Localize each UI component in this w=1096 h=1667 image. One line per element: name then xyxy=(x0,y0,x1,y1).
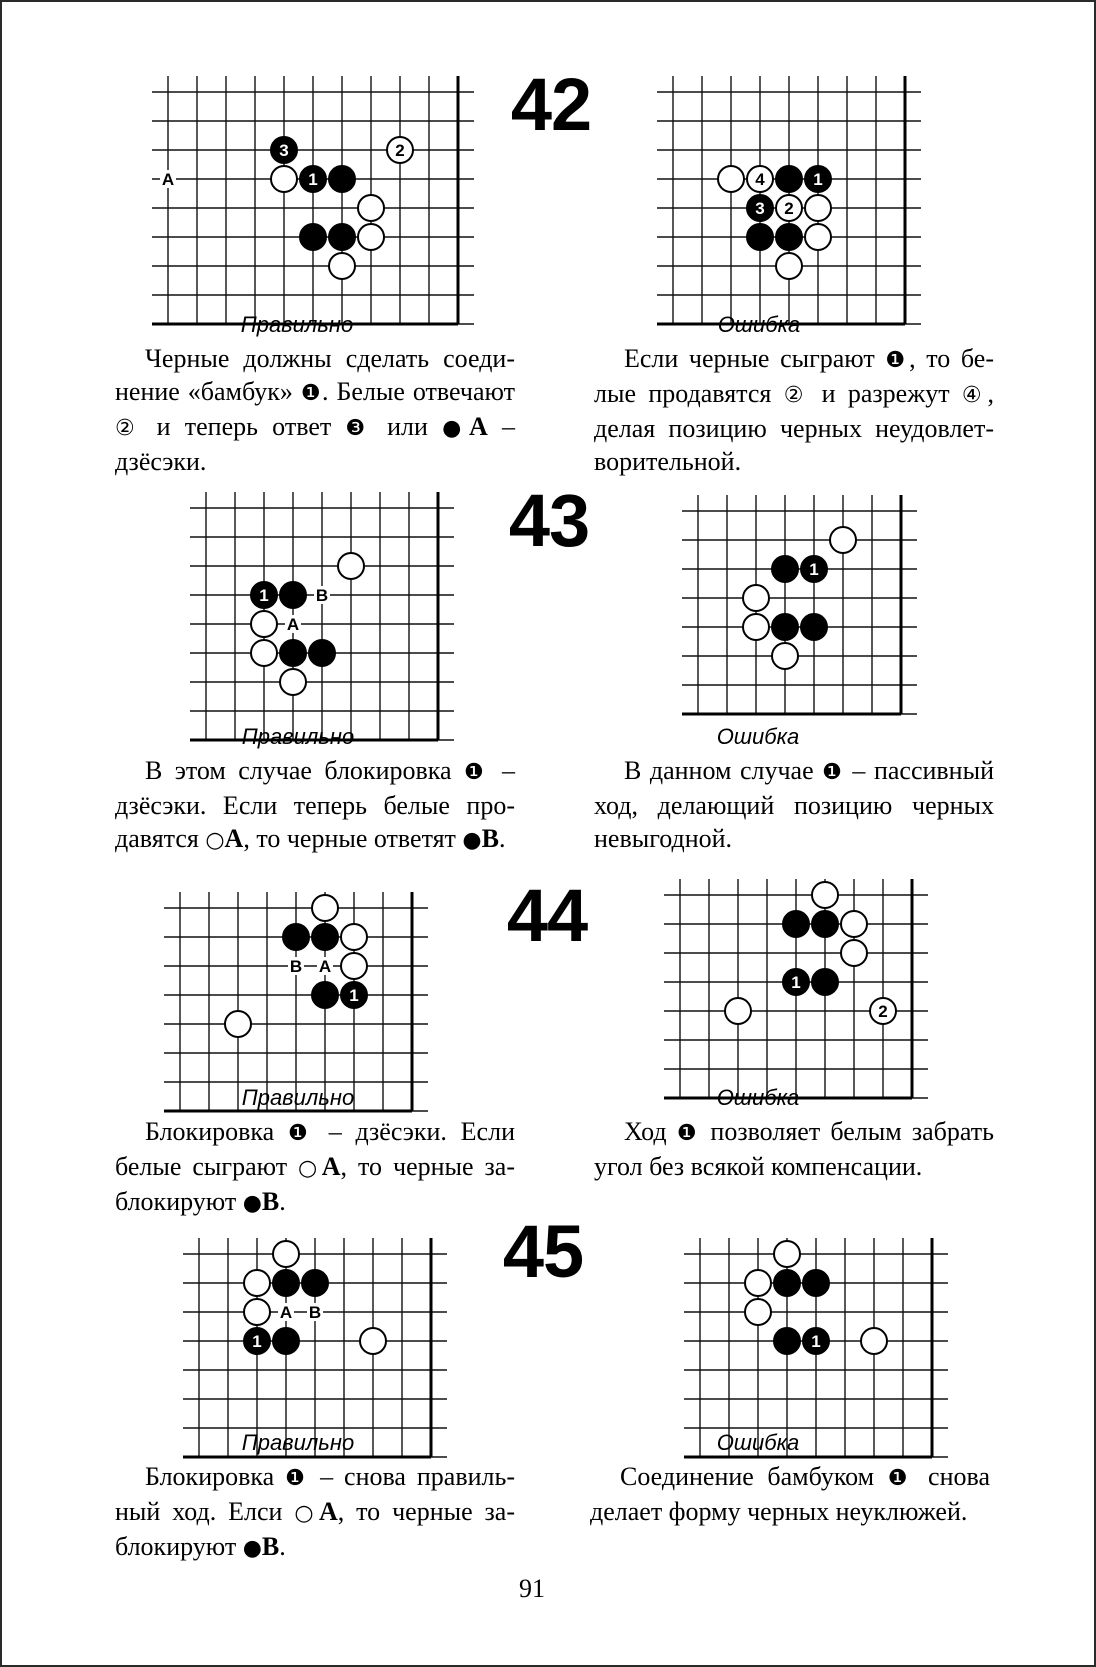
point-letter: A xyxy=(469,412,488,441)
caption-45-correct xyxy=(115,1460,515,1565)
point-letter: B xyxy=(481,824,499,853)
go-board-43-correct xyxy=(190,492,454,756)
stone-symbol: ● xyxy=(242,1191,262,1216)
caption-43-correct xyxy=(115,754,515,857)
white-stone xyxy=(312,895,338,921)
black-stone xyxy=(783,911,809,937)
label-correct-44: Правильно xyxy=(241,1085,355,1110)
label-wrong-45: Ошибка xyxy=(716,1430,800,1455)
caption-line: ② и теперь ответ ❸ или ●A – xyxy=(115,412,515,441)
stone-move-number: 3 xyxy=(279,141,289,160)
stone-symbol: ● xyxy=(242,1536,262,1561)
caption-line: Черные должны сделать соеди- xyxy=(145,344,515,373)
problem-number-43: 43 xyxy=(508,479,590,562)
caption-line: Соединение бамбуком ❶ снова xyxy=(620,1462,990,1491)
stone-move-number: 2 xyxy=(395,141,405,160)
black-stone xyxy=(329,224,355,250)
caption-line: делая позицию черных неудовлет- xyxy=(594,414,994,443)
black-stone xyxy=(801,614,827,640)
black-stone xyxy=(329,166,355,192)
stone-symbol: ④ xyxy=(961,383,988,408)
caption-44-correct xyxy=(115,1115,515,1220)
white-stone xyxy=(244,1299,270,1325)
label-wrong-42: Ошибка xyxy=(717,312,801,337)
white-stone xyxy=(774,1241,800,1267)
page-number: 91 xyxy=(519,1574,545,1603)
black-stone xyxy=(812,911,838,937)
caption-line: давятся ○A, то черные ответят ●B. xyxy=(115,824,506,853)
stone-move-number: 1 xyxy=(809,560,819,579)
caption-line: делает форму черных неуклюжей. xyxy=(590,1497,968,1526)
white-stone xyxy=(718,166,744,192)
stone-symbol: ❶ xyxy=(463,760,490,785)
caption-line: ход, делающий позицию черных xyxy=(594,791,994,820)
white-stone xyxy=(244,1270,270,1296)
point-label: A xyxy=(286,615,300,634)
stone-symbol: ○ xyxy=(205,828,225,853)
go-diagram-42-wrong xyxy=(657,76,921,340)
caption-line: Блокировка ❶ – дзёсэки. Если xyxy=(145,1117,515,1146)
black-stone xyxy=(300,224,326,250)
stone-move-number: 4 xyxy=(755,170,765,189)
point-label: A xyxy=(161,170,175,189)
white-stone xyxy=(841,911,867,937)
caption-line: ворительной. xyxy=(594,447,742,476)
caption-line: угол без всякой компенсации. xyxy=(594,1152,923,1181)
black-stone xyxy=(812,969,838,995)
caption-line: Ход ❶ позволяет белым забрать xyxy=(624,1117,994,1146)
white-stone xyxy=(805,195,831,221)
caption-line: ный ход. Елси ○A, то черные за- xyxy=(115,1497,515,1526)
black-stone xyxy=(312,924,338,950)
caption-line: дзёсэки. Если теперь белые про- xyxy=(115,791,515,820)
point-label: B xyxy=(289,957,303,976)
white-stone xyxy=(271,166,297,192)
caption-45-wrong xyxy=(590,1460,990,1528)
black-stone xyxy=(774,1270,800,1296)
stone-symbol: ❶ xyxy=(822,760,844,785)
white-stone xyxy=(280,669,306,695)
black-stone xyxy=(273,1328,299,1354)
point-letter: B xyxy=(261,1532,280,1561)
white-stone xyxy=(805,224,831,250)
white-stone xyxy=(360,1328,386,1354)
black-stone xyxy=(772,556,798,582)
stone-move-number: 1 xyxy=(252,1332,262,1351)
go-board-43-wrong xyxy=(682,495,917,730)
stone-move-number: 3 xyxy=(755,199,765,218)
white-stone xyxy=(776,253,802,279)
label-correct-42: Правильно xyxy=(240,312,354,337)
caption-line: В данном случае ❶ – пассивный xyxy=(624,756,994,785)
stone-symbol: ② xyxy=(783,383,810,408)
caption-line: невыгодной. xyxy=(594,824,733,853)
point-label: A xyxy=(318,957,332,976)
caption-42-correct xyxy=(115,342,515,478)
white-stone xyxy=(341,924,367,950)
stone-move-number: 2 xyxy=(784,199,794,218)
problem-number-42: 42 xyxy=(510,63,592,146)
white-stone xyxy=(358,224,384,250)
go-board-42-correct xyxy=(152,76,474,340)
stone-symbol: ❶ xyxy=(887,1466,915,1491)
go-board-44-wrong xyxy=(664,879,928,1114)
stone-symbol: ● xyxy=(462,828,482,853)
white-stone xyxy=(225,1011,251,1037)
stone-symbol: ❶ xyxy=(285,1466,310,1491)
black-stone xyxy=(309,640,335,666)
white-stone xyxy=(841,940,867,966)
point-label: B xyxy=(315,586,329,605)
go-diagram-43-correct xyxy=(190,492,454,756)
label-wrong-43: Ошибка xyxy=(716,724,800,749)
stone-symbol: ❶ xyxy=(287,1121,315,1146)
stone-symbol: ❸ xyxy=(345,416,373,441)
go-diagram-42-correct xyxy=(152,76,474,340)
point-label: A xyxy=(279,1303,293,1322)
stone-symbol: ❶ xyxy=(676,1121,701,1146)
stone-move-number: 1 xyxy=(259,586,269,605)
caption-line: лые продавятся ② и разрежут ④, xyxy=(594,379,994,408)
black-stone xyxy=(302,1270,328,1296)
white-stone xyxy=(772,643,798,669)
caption-line: дзёсэки. xyxy=(115,447,207,476)
stone-symbol: ○ xyxy=(298,1156,322,1181)
caption-42-wrong xyxy=(594,342,994,478)
caption-line: Блокировка ❶ – снова правиль- xyxy=(145,1462,515,1491)
caption-43-wrong xyxy=(594,754,994,855)
point-letter: B xyxy=(261,1187,280,1216)
stone-move-number: 1 xyxy=(813,170,823,189)
white-stone xyxy=(745,1270,771,1296)
caption-44-wrong xyxy=(594,1115,994,1183)
point-letter: A xyxy=(318,1497,338,1526)
black-stone xyxy=(312,982,338,1008)
stone-move-number: 1 xyxy=(811,1332,821,1351)
stone-symbol: ○ xyxy=(294,1501,319,1526)
label-correct-45: Правильно xyxy=(241,1430,355,1455)
black-stone xyxy=(283,924,309,950)
white-stone xyxy=(358,195,384,221)
black-stone xyxy=(747,224,773,250)
white-stone xyxy=(812,882,838,908)
white-stone xyxy=(830,527,856,553)
stone-symbol: ② xyxy=(115,416,143,441)
white-stone xyxy=(745,1299,771,1325)
go-diagram-44-wrong xyxy=(664,879,928,1114)
label-correct-43: Правильно xyxy=(241,724,355,749)
white-stone xyxy=(329,253,355,279)
point-letter: A xyxy=(224,824,244,853)
white-stone xyxy=(251,611,277,637)
problem-number-45: 45 xyxy=(502,1210,584,1293)
caption-line: белые сыграют ○A, то черные за- xyxy=(115,1152,515,1181)
caption-line: Если черные сыграют ❶, то бе- xyxy=(624,344,994,373)
go-board-42-wrong xyxy=(657,76,921,340)
black-stone xyxy=(280,582,306,608)
black-stone xyxy=(280,640,306,666)
problem-number-44: 44 xyxy=(506,874,588,957)
caption-line: блокируют ●B. xyxy=(115,1532,286,1561)
white-stone xyxy=(341,953,367,979)
black-stone xyxy=(772,614,798,640)
black-stone xyxy=(776,224,802,250)
label-wrong-44: Ошибка xyxy=(716,1085,800,1110)
black-stone xyxy=(273,1270,299,1296)
point-label: B xyxy=(308,1303,322,1322)
white-stone xyxy=(273,1241,299,1267)
stone-move-number: 1 xyxy=(308,170,318,189)
black-stone xyxy=(774,1328,800,1354)
white-stone xyxy=(861,1328,887,1354)
white-stone xyxy=(743,585,769,611)
point-letter: A xyxy=(321,1152,341,1181)
caption-line: блокируют ●B. xyxy=(115,1187,286,1216)
go-diagram-43-wrong xyxy=(682,495,917,730)
stone-symbol: ❶ xyxy=(885,348,910,373)
stone-move-number: 1 xyxy=(349,986,359,1005)
caption-line: нение «бамбук» ❶. Белые отвечают xyxy=(115,377,515,406)
stone-symbol: ● xyxy=(442,416,469,441)
caption-line: В этом случае блокировка ❶ – xyxy=(145,756,516,785)
black-stone xyxy=(776,166,802,192)
white-stone xyxy=(251,640,277,666)
white-stone xyxy=(743,614,769,640)
stone-move-number: 2 xyxy=(878,1002,888,1021)
stone-symbol: ❶ xyxy=(300,381,323,406)
black-stone xyxy=(803,1270,829,1296)
stone-move-number: 1 xyxy=(791,973,801,992)
white-stone xyxy=(725,998,751,1024)
white-stone xyxy=(338,553,364,579)
